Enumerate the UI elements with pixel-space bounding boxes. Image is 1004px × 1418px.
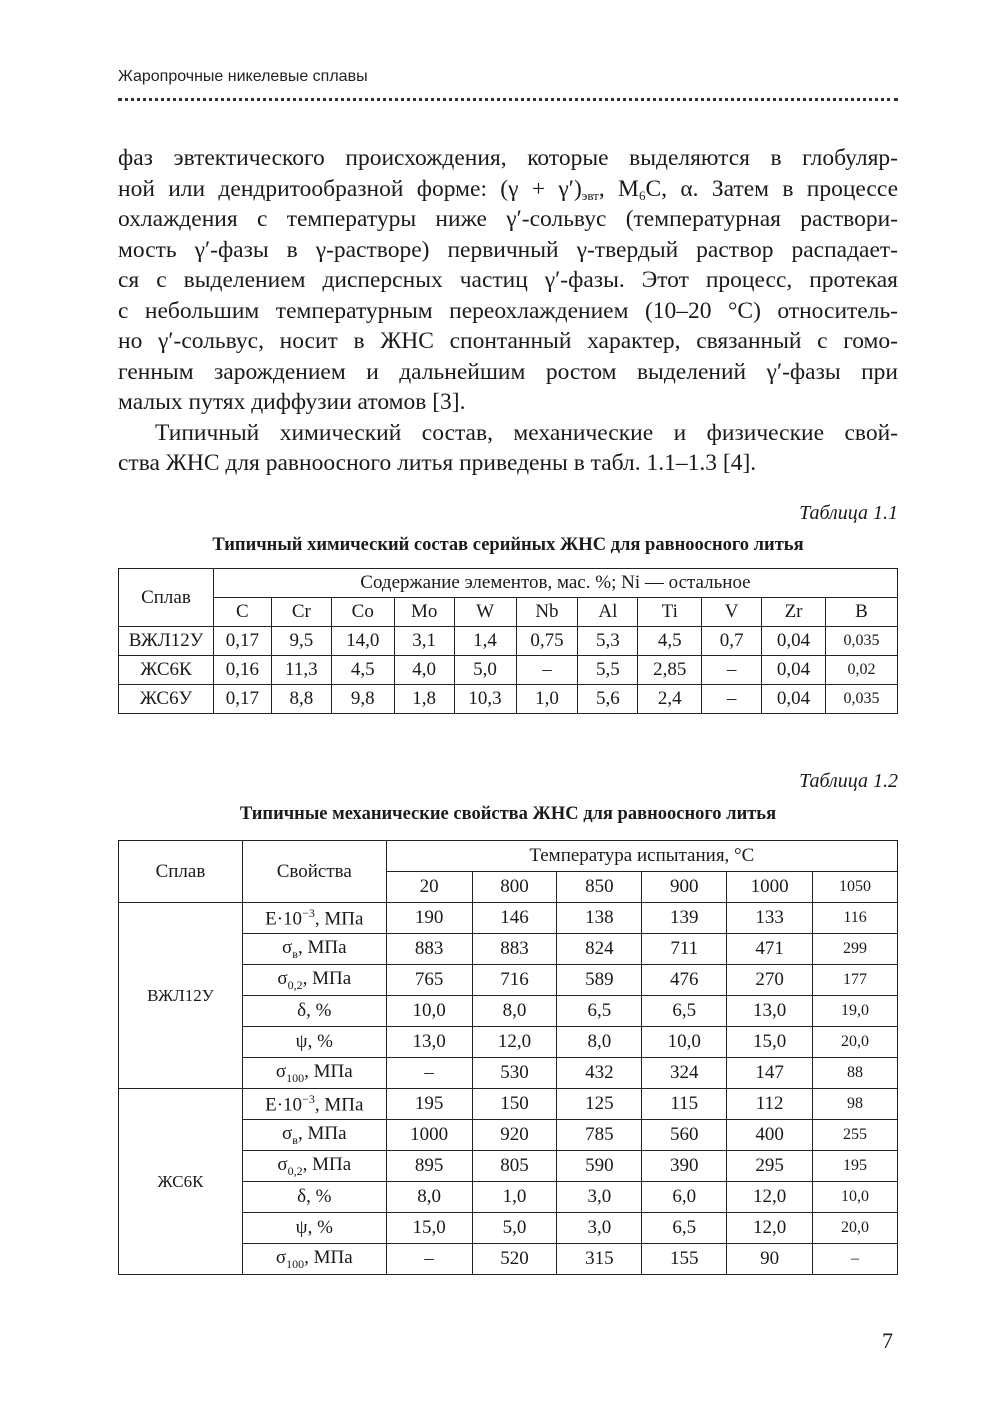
table2-col-header: 900 <box>642 872 727 903</box>
table-cell: 560 <box>642 1120 727 1151</box>
property-symbol: E·10 <box>265 908 303 930</box>
table-cell: 1,0 <box>516 685 578 714</box>
property-symbol: δ <box>297 1186 307 1207</box>
table2-property <box>242 934 386 965</box>
table-cell: 10,0 <box>642 1027 727 1058</box>
table-cell: 299 <box>813 934 898 965</box>
table-cell: 5,0 <box>454 656 516 685</box>
table-cell: 0,035 <box>826 627 898 656</box>
table2-col-header: 850 <box>557 872 642 903</box>
table-cell: 195 <box>813 1151 898 1182</box>
table2-col-header: 20 <box>386 872 472 903</box>
table-cell: 177 <box>813 965 898 996</box>
table2-alloy: ВЖЛ12У <box>119 903 243 1089</box>
property-unit: , МПа <box>314 908 364 930</box>
text-line: мость γ′-фазы в γ-растворе) первичный γ-твердый раствор распадает- <box>118 236 898 263</box>
table1-alloy: ЖС6К <box>119 656 214 685</box>
table1-group-header: Содержание элементов, мас. %; Ni — остальное <box>213 569 897 598</box>
table-cell: – <box>702 685 762 714</box>
table-cell: 530 <box>472 1058 557 1089</box>
table-cell: 6,5 <box>642 1213 727 1244</box>
table2-property-header: Свойства <box>242 841 386 903</box>
table2-alloy-header: Сплав <box>119 841 243 903</box>
table-cell: 255 <box>813 1120 898 1151</box>
table-cell: 125 <box>557 1089 642 1120</box>
table-cell: 147 <box>727 1058 813 1089</box>
table-cell: – <box>386 1058 472 1089</box>
property-symbol: σ <box>277 1153 288 1175</box>
table-cell: 765 <box>386 965 472 996</box>
property-unit: , МПа <box>302 1153 352 1175</box>
table2-property <box>242 1089 386 1120</box>
table-row <box>119 627 898 656</box>
table2-property <box>242 1213 386 1244</box>
table-cell: 432 <box>557 1058 642 1089</box>
text-line: фаз эвтектического происхождения, которые выделяются в глобуляр- <box>118 145 898 171</box>
table-cell: – <box>702 656 762 685</box>
property-symbol: σ <box>282 936 293 958</box>
table-cell: 9,5 <box>271 627 331 656</box>
table1-alloy: ВЖЛ12У <box>119 627 214 656</box>
table1-col-header: C <box>213 598 271 627</box>
table-cell: 20,0 <box>813 1027 898 1058</box>
table2-property <box>242 903 386 934</box>
table-cell: 589 <box>557 965 642 996</box>
table2-alloy: ЖС6К <box>119 1089 243 1275</box>
table-cell: 2,85 <box>638 656 702 685</box>
table-cell: 0,17 <box>213 685 271 714</box>
table-cell: 138 <box>557 903 642 934</box>
text-line: с небольшим температурным переохлаждением (10–20 °C) относитель- <box>118 297 898 324</box>
table-cell: 195 <box>386 1089 472 1120</box>
table-cell: 90 <box>727 1244 813 1275</box>
table-cell: 115 <box>642 1089 727 1120</box>
property-subscript: 0,2 <box>287 1163 303 1178</box>
table-cell: 476 <box>642 965 727 996</box>
text-line: но γ′-сольвус, носит в ЖНС спонтанный характер, связанный с гомо- <box>118 328 898 354</box>
table-cell: 15,0 <box>727 1027 813 1058</box>
table-cell: 390 <box>642 1151 727 1182</box>
property-subscript: в <box>292 946 298 961</box>
table-cell: 14,0 <box>331 627 394 656</box>
table-cell: 2,4 <box>638 685 702 714</box>
table1-col-header: Co <box>331 598 394 627</box>
table1-col-header: W <box>454 598 516 627</box>
table1-chemical-composition <box>118 568 898 714</box>
table2-group-header: Температура испытания, °C <box>386 841 897 872</box>
table-cell: 5,0 <box>472 1213 557 1244</box>
property-unit: , МПа <box>314 1094 364 1116</box>
table-cell: 0,75 <box>516 627 578 656</box>
table-cell: 190 <box>386 903 472 934</box>
property-subscript: 100 <box>286 1070 305 1085</box>
table-cell: 711 <box>642 934 727 965</box>
text-line: ства ЖНС для равноосного литья приведены в табл. 1.1–1.3 [4]. <box>118 450 757 476</box>
text-line: Типичный химический состав, механические и физические свой- <box>155 419 898 446</box>
table2-property <box>242 1244 386 1275</box>
table-cell: 139 <box>642 903 727 934</box>
table-cell: 0,035 <box>826 685 898 714</box>
table-cell: 150 <box>472 1089 557 1120</box>
table1-element-headers <box>119 598 898 627</box>
table1-col-header: Mo <box>394 598 454 627</box>
text-line-formula: ной или дендритообразной форме: $(\gamma + \gamma')_{эвт}$, $M_6C$, α. Затем в процессе <box>118 175 899 203</box>
table-cell: 12,0 <box>727 1213 813 1244</box>
table2-col-header: 1000 <box>727 872 813 903</box>
property-unit: , % <box>306 1186 332 1207</box>
table-cell: 716 <box>472 965 557 996</box>
table-cell: 13,0 <box>386 1027 472 1058</box>
table-cell: 6,5 <box>642 996 727 1027</box>
table-cell: 1000 <box>386 1120 472 1151</box>
table-cell: 920 <box>472 1120 557 1151</box>
table-cell: 10,0 <box>813 1182 898 1213</box>
table-cell: 0,04 <box>762 627 826 656</box>
table-cell: 1,8 <box>394 685 454 714</box>
table2-property <box>242 1120 386 1151</box>
table-cell: 146 <box>472 903 557 934</box>
table-cell: 13,0 <box>727 996 813 1027</box>
property-symbol: E·10 <box>265 1094 303 1116</box>
property-unit: , МПа <box>297 1122 347 1144</box>
property-superscript: −3 <box>302 905 315 920</box>
table1-col-header: Cr <box>271 598 331 627</box>
running-header: Жаропрочные никелевые сплавы <box>118 68 368 85</box>
table1-caption: Типичный химический состав серийных ЖНС для равноосного литья <box>212 535 804 555</box>
table2-caption: Типичные механические свойства ЖНС для равноосного литья <box>239 804 777 824</box>
table1-number: Таблица 1.1 <box>799 502 898 524</box>
table-cell: 9,8 <box>331 685 394 714</box>
table-row <box>119 656 898 685</box>
table-cell: – <box>386 1244 472 1275</box>
table-cell: 785 <box>557 1120 642 1151</box>
table1-col-header: Ti <box>638 598 702 627</box>
table2-col-header: 1050 <box>813 872 898 903</box>
property-superscript: −3 <box>302 1091 315 1106</box>
table1-col-header: Al <box>578 598 638 627</box>
table-cell: 5,5 <box>578 656 638 685</box>
property-unit: , % <box>307 1217 333 1238</box>
table-cell: 4,5 <box>638 627 702 656</box>
table-cell: 10,0 <box>386 996 472 1027</box>
table2-property <box>242 1182 386 1213</box>
table-cell: 8,8 <box>271 685 331 714</box>
table-cell: 0,04 <box>762 656 826 685</box>
table-cell: 1,0 <box>472 1182 557 1213</box>
table-cell: – <box>516 656 578 685</box>
table-cell: 0,16 <box>213 656 271 685</box>
table-cell: 324 <box>642 1058 727 1089</box>
text-line: ся с выделением дисперсных частиц γ′-фазы. Этот процесс, протекая <box>118 267 898 293</box>
table-cell: 1,4 <box>454 627 516 656</box>
property-subscript: в <box>292 1132 298 1147</box>
table-cell: 3,0 <box>557 1182 642 1213</box>
table1-col-header: Nb <box>516 598 578 627</box>
table-row <box>119 903 898 934</box>
table-cell: 315 <box>557 1244 642 1275</box>
table-cell: 5,6 <box>578 685 638 714</box>
table-cell: 520 <box>472 1244 557 1275</box>
property-unit: , МПа <box>297 936 347 958</box>
table2-col-header: 800 <box>472 872 557 903</box>
table-cell: 6,0 <box>642 1182 727 1213</box>
table-cell: 8,0 <box>557 1027 642 1058</box>
table2-property <box>242 965 386 996</box>
table2-property <box>242 1027 386 1058</box>
table-cell: – <box>813 1244 898 1275</box>
table-cell: 824 <box>557 934 642 965</box>
table-cell: 88 <box>813 1058 898 1089</box>
table-cell: 12,0 <box>727 1182 813 1213</box>
table2-property <box>242 996 386 1027</box>
table-cell: 590 <box>557 1151 642 1182</box>
table-cell: 133 <box>727 903 813 934</box>
property-symbol: ψ <box>295 1217 308 1238</box>
property-symbol: σ <box>275 1060 287 1082</box>
property-subscript: 0,2 <box>287 977 303 992</box>
text-line: генным зарождением и дальнейшим ростом выделений γ′-фазы при <box>118 358 898 385</box>
table-cell: 11,3 <box>271 656 331 685</box>
property-unit: , МПа <box>304 1060 353 1082</box>
table1-alloy-header: Сплав <box>119 569 214 627</box>
table-cell: 3,0 <box>557 1213 642 1244</box>
property-subscript: 100 <box>286 1256 305 1271</box>
table2-mechanical-properties <box>118 840 898 1275</box>
property-symbol: σ <box>275 1246 287 1268</box>
table-cell: 98 <box>813 1089 898 1120</box>
table1-alloy: ЖС6У <box>119 685 214 714</box>
body-text <box>118 143 898 479</box>
table-cell: 883 <box>472 934 557 965</box>
property-symbol: δ <box>297 1000 307 1021</box>
table-cell: 0,17 <box>213 627 271 656</box>
table2-property <box>242 1058 386 1089</box>
table-cell: 8,0 <box>472 996 557 1027</box>
property-symbol: σ <box>277 967 288 989</box>
table-cell: 155 <box>642 1244 727 1275</box>
property-unit: , МПа <box>302 967 352 989</box>
table-cell: 400 <box>727 1120 813 1151</box>
table-cell: 270 <box>727 965 813 996</box>
property-unit: , % <box>307 1031 333 1052</box>
table2-number: Таблица 1.2 <box>799 770 898 792</box>
property-symbol: ψ <box>295 1031 308 1052</box>
table-cell: 0,04 <box>762 685 826 714</box>
property-unit: , % <box>306 1000 332 1021</box>
header-dotted-rule <box>118 98 898 101</box>
table-row <box>119 685 898 714</box>
table-cell: 805 <box>472 1151 557 1182</box>
table-cell: 116 <box>813 903 898 934</box>
table-cell: 4,0 <box>394 656 454 685</box>
table-cell: 895 <box>386 1151 472 1182</box>
table-cell: 883 <box>386 934 472 965</box>
text-line: охлаждения с температуры ниже γ′-сольвус (температурная раствори- <box>118 206 898 232</box>
table-cell: 15,0 <box>386 1213 472 1244</box>
table-cell: 10,3 <box>454 685 516 714</box>
table1-col-header: V <box>702 598 762 627</box>
table1-col-header: B <box>826 598 898 627</box>
table-cell: 8,0 <box>386 1182 472 1213</box>
table-cell: 295 <box>727 1151 813 1182</box>
table2-property <box>242 1151 386 1182</box>
table1-col-header: Zr <box>762 598 826 627</box>
table-row <box>119 1089 898 1120</box>
property-symbol: σ <box>282 1122 293 1144</box>
text-line: малых путях диффузии атомов [3]. <box>118 389 466 415</box>
table-cell: 5,3 <box>578 627 638 656</box>
property-unit: , МПа <box>304 1246 353 1268</box>
page-number: 7 <box>882 1328 893 1353</box>
table-cell: 19,0 <box>813 996 898 1027</box>
table-cell: 4,5 <box>331 656 394 685</box>
table-cell: 3,1 <box>394 627 454 656</box>
table-cell: 12,0 <box>472 1027 557 1058</box>
table-cell: 0,7 <box>702 627 762 656</box>
table-cell: 0,02 <box>826 656 898 685</box>
table-cell: 112 <box>727 1089 813 1120</box>
table-cell: 6,5 <box>557 996 642 1027</box>
table-cell: 20,0 <box>813 1213 898 1244</box>
table-cell: 471 <box>727 934 813 965</box>
